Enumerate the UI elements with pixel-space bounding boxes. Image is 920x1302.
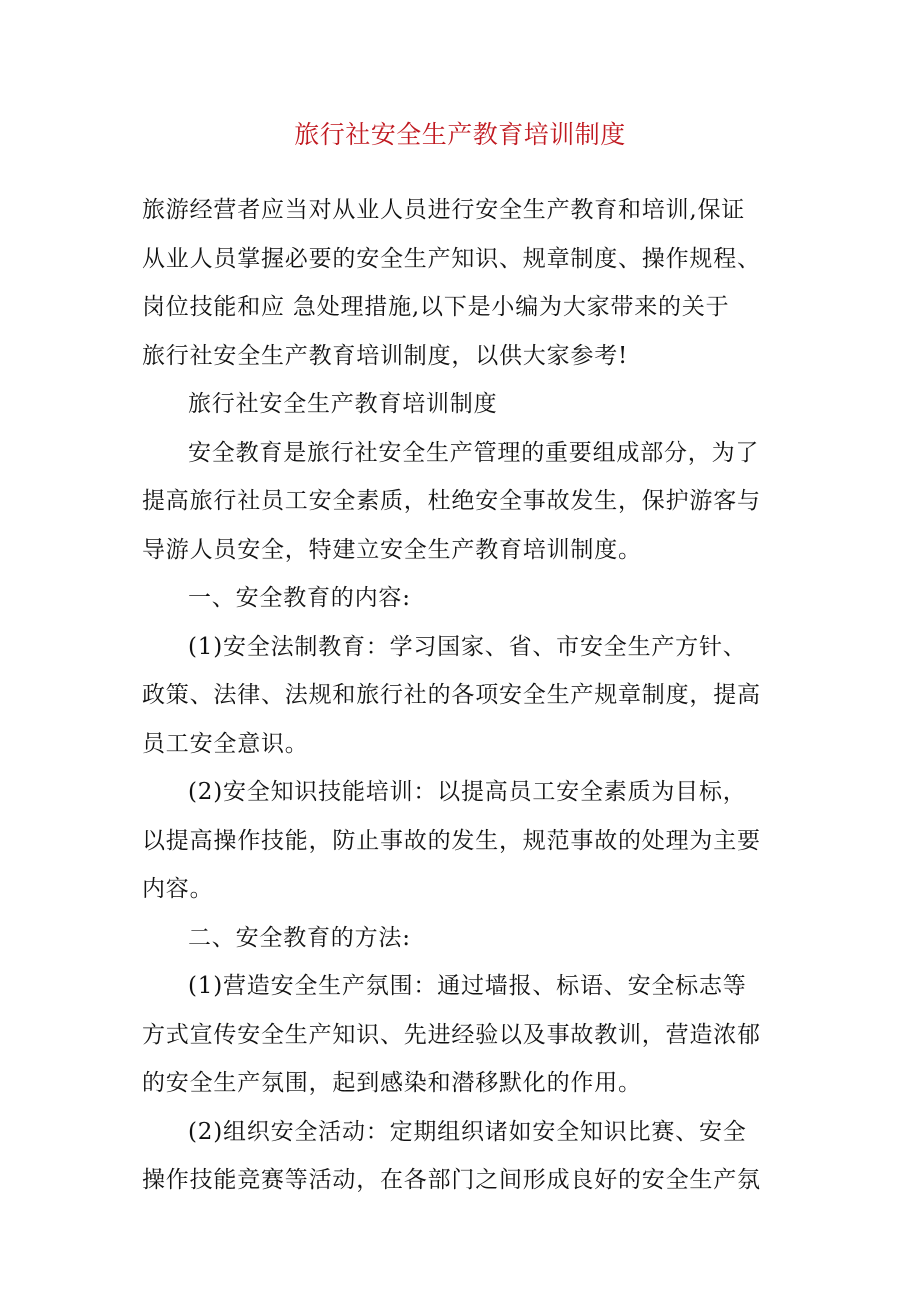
body-line: (1)安全法制教育：学习国家、省、市安全生产方针、: [188, 633, 747, 660]
body-line: 导游人员安全，特建立安全生产教育培训制度。: [142, 536, 642, 563]
document-title: 旅行社安全生产教育培训制度: [294, 120, 626, 149]
body-line: 旅游经营者应当对从业人员进行安全生产教育和培训,保证: [142, 197, 746, 223]
section-heading: 旅行社安全生产教育培训制度: [188, 391, 498, 417]
section-heading: 一、安全教育的内容:: [188, 585, 411, 611]
body-line: 的安全生产氛围，起到感染和潜移默化的作用。: [142, 1070, 642, 1096]
body-line: 方式宣传安全生产知识、先进经验以及事故教训，营造浓郁: [142, 1021, 761, 1048]
body-line: (2)安全知识技能培训：以提高员工安全素质为目标，: [188, 779, 747, 805]
body-line: 安全教育是旅行社安全生产管理的重要组成部分，为了: [188, 439, 760, 466]
body-line: (2)组织安全活动：定期组织诸如安全知识比赛、安全: [188, 1118, 747, 1145]
body-line: 操作技能竞赛等活动，在各部门之间形成良好的安全生产氛: [142, 1167, 761, 1193]
body-line: 员工安全意识。: [142, 730, 309, 757]
body-line: 从业人员掌握必要的安全生产知识、规章制度、操作规程、: [142, 245, 761, 272]
body-line: 岗位技能和应 急处理措施,以下是小编为大家带来的关于: [142, 294, 730, 320]
body-line: 政策、法律、法规和旅行社的各项安全生产规章制度，提高: [142, 682, 761, 708]
body-line: 提高旅行社员工安全素质，杜绝安全事故发生，保护游客与: [142, 488, 761, 514]
section-heading: 二、安全教育的方法:: [188, 924, 411, 951]
body-line: 以提高操作技能，防止事故的发生，规范事故的处理为主要: [142, 827, 761, 854]
body-line: 内容。: [142, 876, 214, 902]
document-body: [142, 186, 802, 1205]
body-line: (1)营造安全生产氛围：通过墙报、标语、安全标志等: [188, 973, 747, 999]
body-line: 旅行社安全生产教育培训制度，以供大家参考!: [142, 342, 629, 369]
